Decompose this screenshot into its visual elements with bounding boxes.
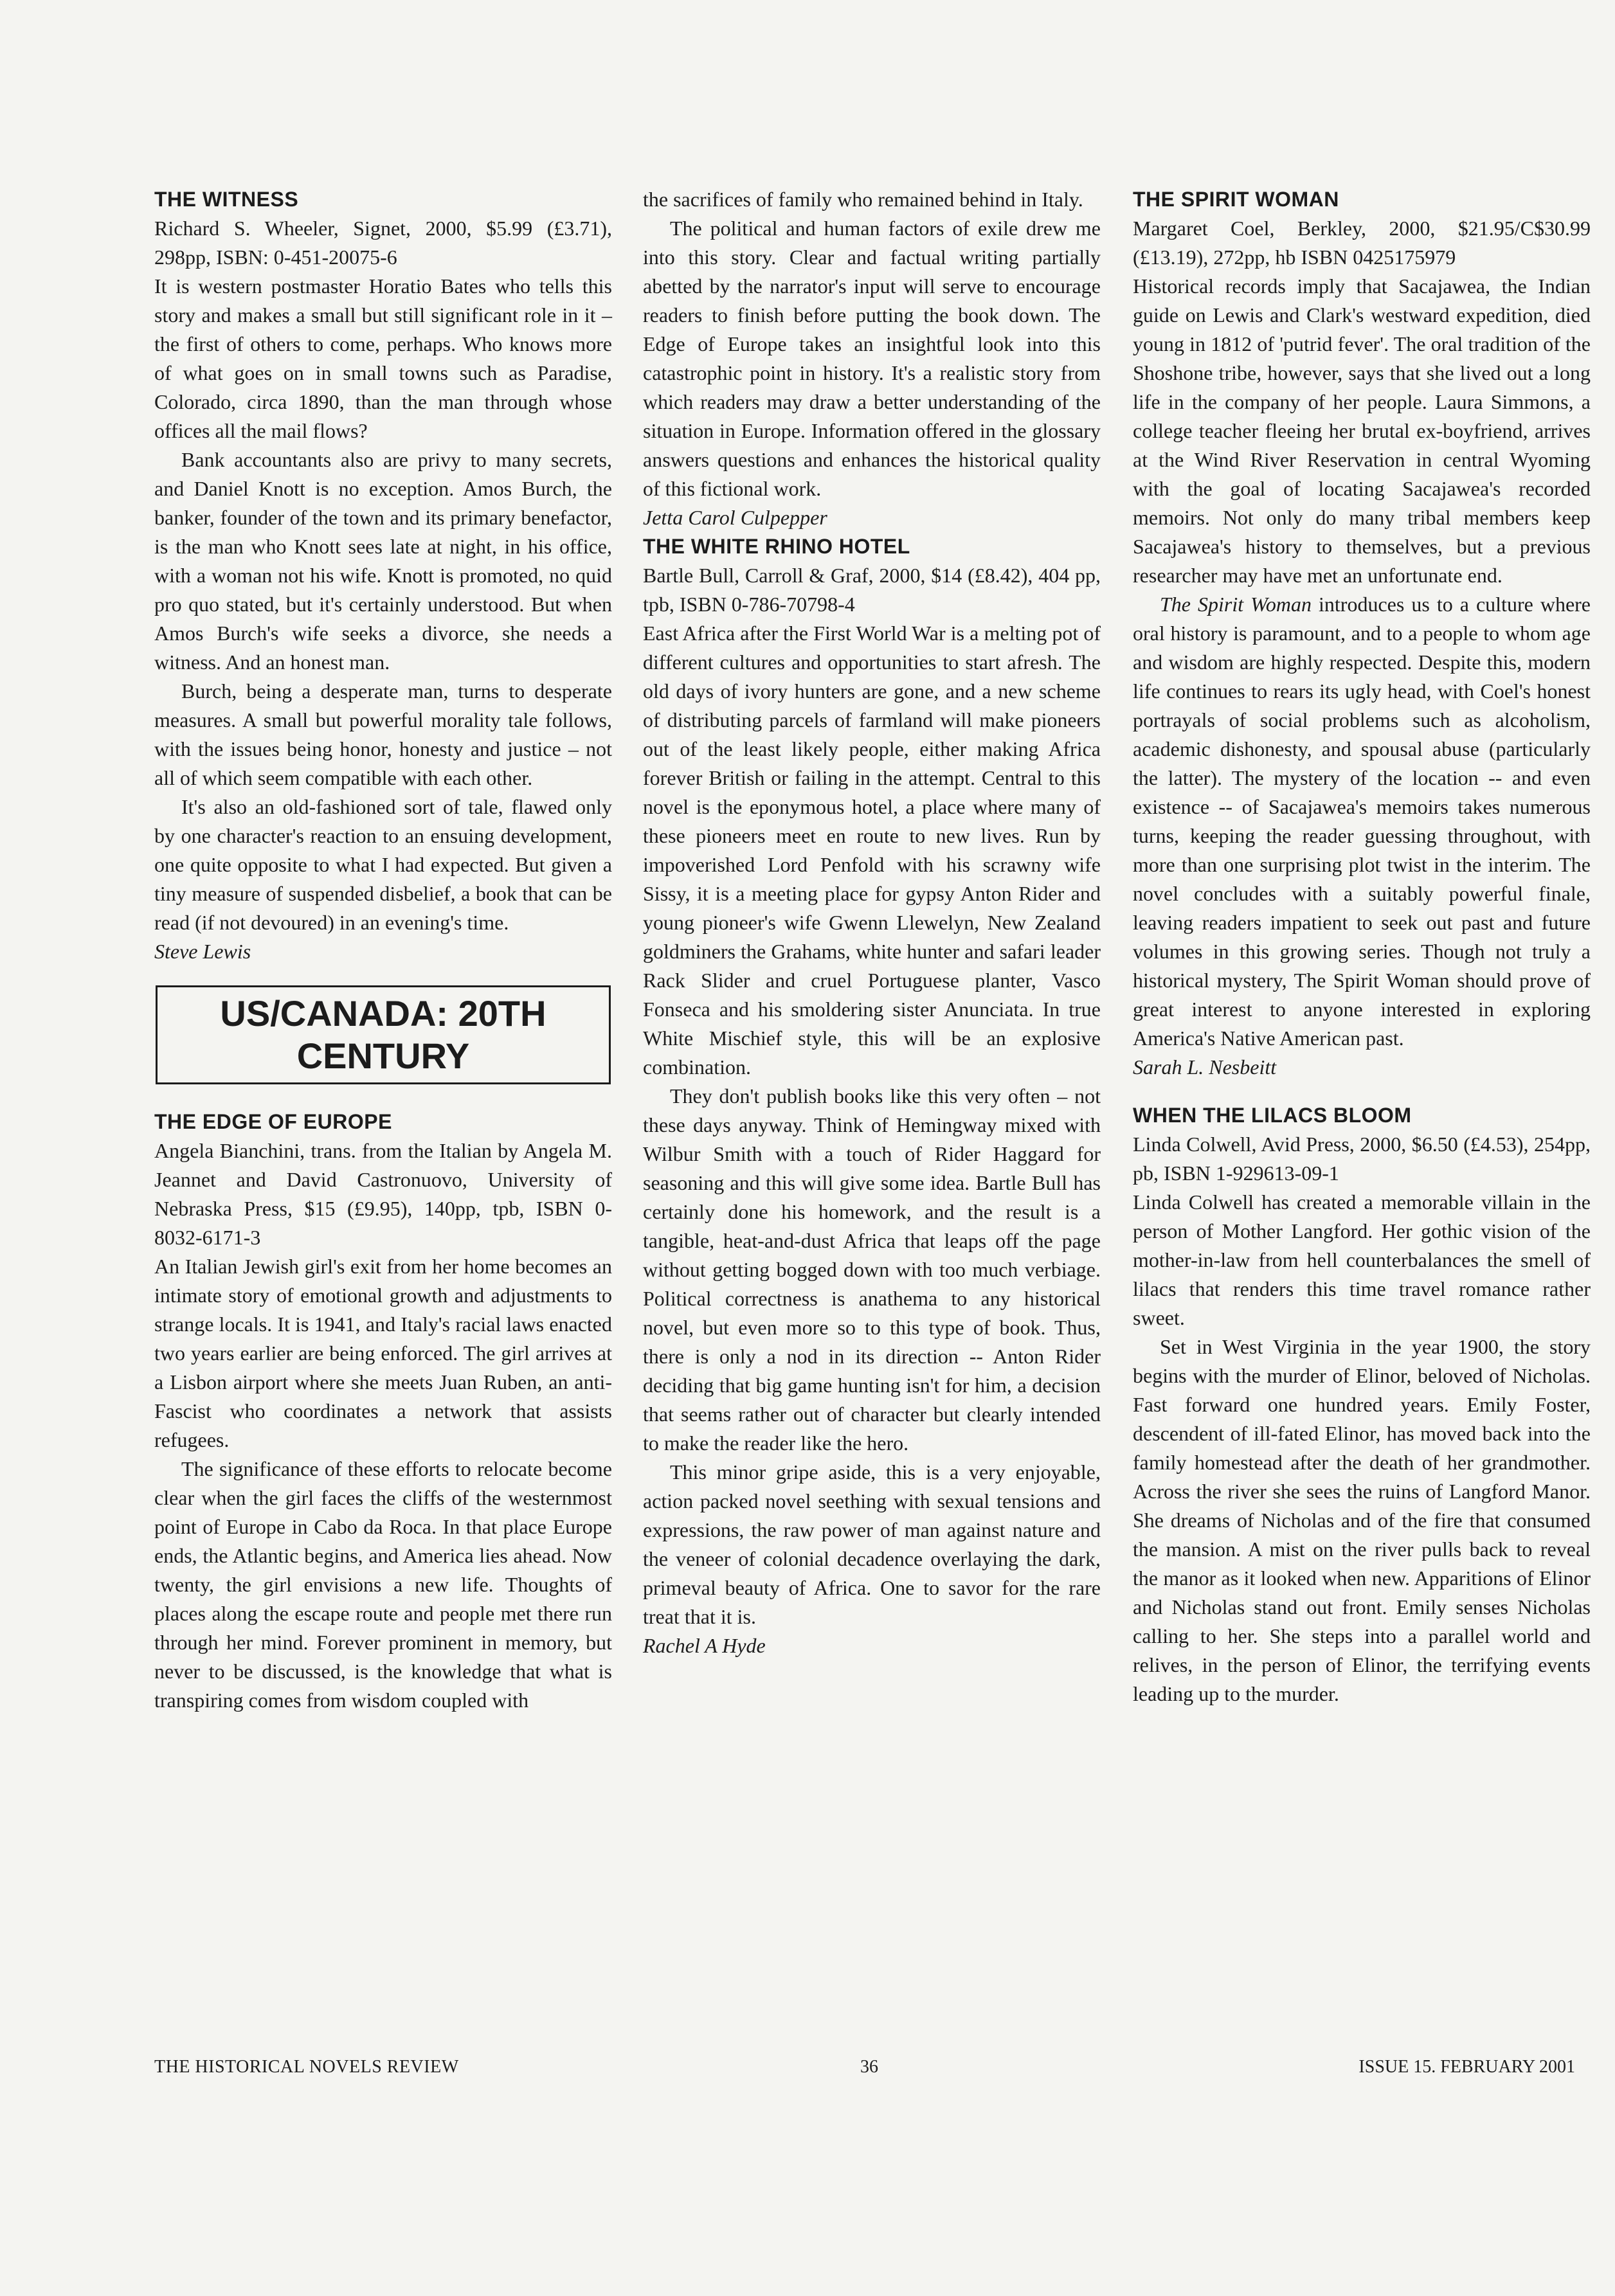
review-paragraph: The political and human factors of exile drew me into this story. Clear and factual writing partially abetted by the narrator's input will serve to encourage readers to finish before putting the book down. The Edge of Europe takes an insightful look into this catastrophic point in history. It's a realistic story from which readers may draw a better understanding of the situation in Europe. Information offered in the glossary answers questions and enhances the historical quality of this fictional work.: [643, 217, 1101, 500]
review-paragraph: [1133, 590, 1591, 1053]
book-title-italic: The Spirit Woman: [1160, 593, 1312, 616]
publication-name: THE HISTORICAL NOVELS REVIEW: [154, 2057, 459, 2077]
review-paragraph: This minor gripe aside, this is a very enjoyable, action packed novel seething with sexual tensions and expressions, the raw power of man against nature and the veneer of colonial decadence overlaying the dark, primeval beauty of Africa. One to savor for the rare treat that it is.: [643, 1460, 1101, 1628]
reviewer-name: Steve Lewis: [154, 940, 251, 963]
review-paragraph: They don't publish books like this very often – not these days anyway. Think of Hemingway mixed with Wilbur Smith with a touch of Rider Haggard for seasoning and this will give some idea. Bartle Bull has certainly done his homework, and the result is a tangible, heat-and-dust Africa that leaps off the page without getting bogged down with too much verbiage. Political correctness is anathema to any historical novel, but even more so to this type of book. Thus, there is only a nod in its direction -- Anton Rider deciding that big game hunting isn't for him, a decision that seems rather out of character but clearly intended to make the reader like the hero.: [643, 1084, 1101, 1455]
review-paragraph: Burch, being a desperate man, turns to desperate measures. A small but powerful morality tale follows, with the issues being honor, honesty and justice – not all of which seem compatible with each other.: [154, 679, 612, 789]
issue-date: ISSUE 15. FEBRUARY 2001: [1358, 2057, 1575, 2077]
column-middle: [643, 185, 1101, 1660]
review-paragraph: Linda Colwell has created a memorable villain in the person of Mother Langford. Her gothic vision of the mother-in-law from hell counterbalances the smell of lilacs that renders this time travel romance rather sweet.: [1133, 1190, 1591, 1329]
review-paragraph: It's also an old-fashioned sort of tale, flawed only by one character's reaction to an ensuing development, one quite opposite to what I had expected. But given a tiny measure of suspended disbelief, a book that can be read (if not devoured) in an evening's time.: [154, 795, 612, 934]
book-details: Bartle Bull, Carroll & Graf, 2000, $14 (£8.42), 404 pp, tpb, ISBN 0-786-70798-4: [643, 564, 1101, 616]
review-paragraph: East Africa after the First World War is a melting pot of different cultures and opportunities to start afresh. The old days of ivory hunters are gone, and a new scheme of distributing parcels of farmland will make pioneers out of the least likely people, either making Africa forever British or failing in the attempt. Central to this novel is the eponymous hotel, a place where many of these pioneers meet en route to new lives. Run by impoverished Lord Penfold with his scrawny wife Sissy, it is a meeting place for gypsy Anton Rider and young pioneer's wife Gwenn Llewelyn, New Zealand goldminers the Grahams, white hunter and safari leader Rack Slider and cruel Portuguese planter, Vasco Fonseca and his smoldering sister Anunciata. In true White Mischief style, this will be an explosive combination.: [643, 622, 1101, 1079]
reviewer-name: Jetta Carol Culpepper: [643, 506, 827, 529]
review-title-the-edge-of-europe: THE EDGE OF EUROPE: [154, 1110, 392, 1133]
column-right: [1133, 185, 1591, 1709]
reviewer-name: Rachel A Hyde: [643, 1634, 766, 1657]
book-details: Margaret Coel, Berkley, 2000, $21.95/C$30.99 (£13.19), 272pp, hb ISBN 0425175979: [1133, 217, 1591, 269]
page-number: 36: [860, 2057, 878, 2077]
review-title-the-witness: THE WITNESS: [154, 188, 299, 211]
book-details: Linda Colwell, Avid Press, 2000, $6.50 (£4.53), 254pp, pb, ISBN 1-929613-09-1: [1133, 1133, 1591, 1185]
page-footer: [154, 2057, 1575, 2083]
review-paragraph: the sacrifices of family who remained behind in Italy.: [643, 188, 1083, 211]
book-details: Richard S. Wheeler, Signet, 2000, $5.99 (£3.71), 298pp, ISBN: 0-451-20075-6: [154, 217, 612, 269]
review-title-when-the-lilacs-bloom: WHEN THE LILACS BLOOM: [1133, 1104, 1412, 1127]
review-paragraph: The significance of these efforts to relocate become clear when the girl faces the cliffs of the westernmost point of Europe in Cabo da Roca. In that place Europe ends, the Atlantic begins, and America lies ahead. Now twenty, the girl envisions a new life. Thoughts of places along the escape route and people met there run through her mind. Forever prominent in memory, but never to be discussed, is the knowledge that what is transpiring comes from wisdom coupled with: [154, 1457, 612, 1712]
reviewer-name: Sarah L. Nesbeitt: [1133, 1055, 1277, 1079]
review-paragraph: It is western postmaster Horatio Bates who tells this story and makes a small but still significant role in it – the first of others to come, perhaps. Who knows more of what goes on in small towns such as Paradise, Colorado, circa 1890, than the man through whose offices all the mail flows?: [154, 274, 612, 442]
column-left: [154, 185, 612, 1715]
review-text: introduces us to a culture where oral history is paramount, and to a people to whom age and wisdom are highly respected. Despite this, modern life continues to rears its ugly head, with Coel's honest portrayals of social problems such as alcoholism, academic dishonesty, and spousal abuse (particularly the latter). The mystery of the location -- and even existence -- of Sacajawea's memoirs takes numerous turns, keeping the reader guessing throughout, with more than one surprising plot twist in the interim. The novel concludes with a suitably powerful finale, leaving readers impatient to seek out past and future volumes in this growing series. Though not truly a historical mystery, The Spirit Woman should prove of great interest to anyone interested in exploring America's Native American past.: [1133, 593, 1591, 1050]
review-paragraph: An Italian Jewish girl's exit from her home becomes an intimate story of emotional growth and adjustments to strange locals. It is 1941, and Italy's racial laws enacted two years earlier are being enforced. The girl arrives at a Lisbon airport where she meets Juan Ruben, an anti-Fascist who coordinates a network that assists refugees.: [154, 1255, 612, 1451]
review-paragraph: Bank accountants also are privy to many secrets, and Daniel Knott is no exception. Amos Burch, the banker, founder of the town and its primary benefactor, is the man who Knott sees late at night, in his office, with a woman not his wife. Knott is promoted, no quid pro quo stated, but it's certainly understood. But when Amos Burch's wife seeks a divorce, she needs a witness. And an honest man.: [154, 448, 612, 674]
review-title-the-spirit-woman: THE SPIRIT WOMAN: [1133, 188, 1339, 211]
section-heading-us-canada-20th-century: US/CANADA: 20TH CENTURY: [156, 985, 611, 1084]
review-paragraph: Set in West Virginia in the year 1900, the story begins with the murder of Elinor, beloved of Nicholas. Fast forward one hundred years. Emily Foster, descendent of ill-fated Elinor, has moved back into the family homestead after the death of her grandmother. Across the river she sees the ruins of Langford Manor. She dreams of Nicholas and of the fire that consumed the mansion. A mist on the river pulls back to reveal the manor as it looked when new. Apparitions of Elinor and Nicholas stand out front. Emily senses Nicholas calling to her. She steps into a parallel world and relives, in the person of Elinor, the terrifying events leading up to the murder.: [1133, 1335, 1591, 1705]
review-title-the-white-rhino-hotel: THE WHITE RHINO HOTEL: [643, 535, 910, 558]
review-paragraph: Historical records imply that Sacajawea, the Indian guide on Lewis and Clark's westward expedition, died young in 1812 of 'putrid fever'. The oral tradition of the Shoshone tribe, however, says that she lived out a long life in the company of her people. Laura Simmons, a college teacher fleeing her brutal ex-boyfriend, arrives at the Wind River Reservation in central Wyoming with the goal of locating Sacajawea's recorded memoirs. Not only do many tribal members keep Sacajawea's history to themselves, but a previous researcher may have met an unfortunate end.: [1133, 274, 1591, 587]
book-details: Angela Bianchini, trans. from the Italian by Angela M. Jeannet and David Castronuovo, University of Nebraska Press, $15 (£9.95), 140pp, tpb, ISBN 0-8032-6171-3: [154, 1139, 612, 1249]
